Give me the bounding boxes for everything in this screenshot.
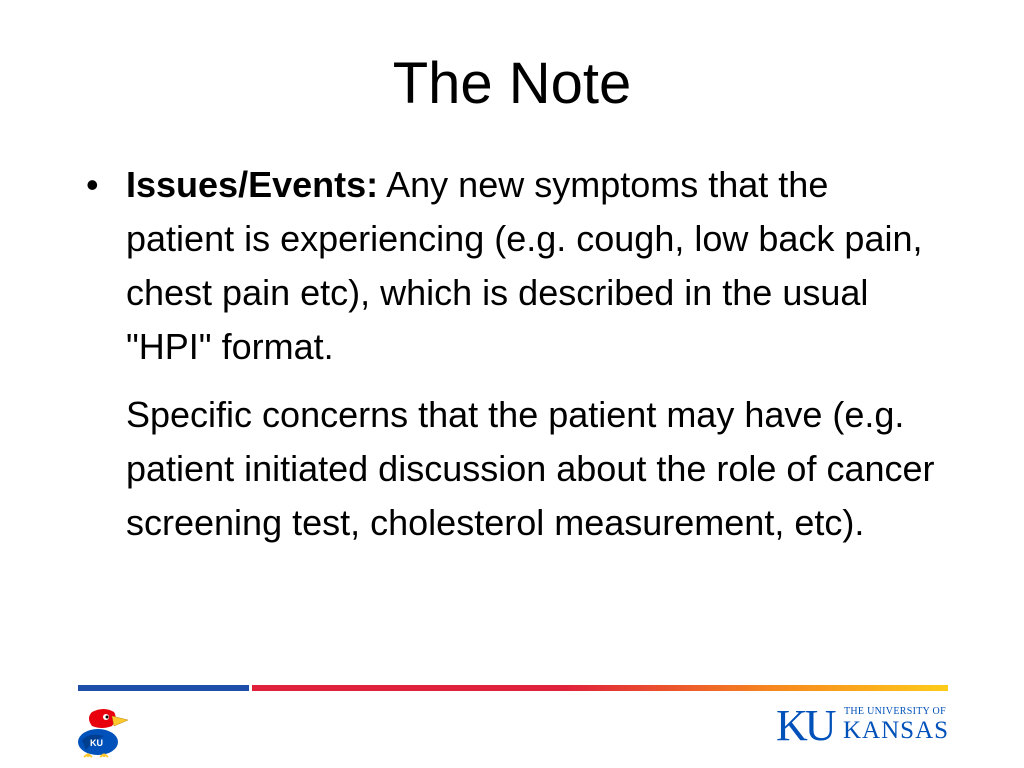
ku-logo-line1: THE UNIVERSITY OF <box>844 706 946 717</box>
jayhawk-beak-shape <box>112 716 128 726</box>
bullet-continuation: Specific concerns that the patient may have (e.g. patient initiated discussion about the role of cancer screening test, cholesterol measurement, etc). <box>126 394 935 543</box>
ku-logo-line2: KANSAS <box>843 717 950 744</box>
jayhawk-chest-text: KU <box>90 738 103 748</box>
bullet-lead-text: Any new symptoms that the patient is experiencing (e.g. cough, low back pain, chest pain etc), which is described in the usual "HPI" format. <box>126 164 923 367</box>
bullet-icon: • <box>86 164 99 205</box>
divider-gradient-segment <box>252 685 948 691</box>
bullet-lead: Issues/Events: <box>126 164 379 205</box>
jayhawk-mascot-icon <box>74 706 130 758</box>
bullet-paragraph <box>126 158 946 374</box>
ku-logo <box>776 703 952 749</box>
bullet-item <box>86 158 946 550</box>
divider-blue-segment <box>78 685 249 691</box>
slide-body <box>86 158 946 550</box>
footer-divider <box>78 685 948 691</box>
jayhawk-eye-pupil <box>106 716 109 719</box>
ku-logo-mark: KU <box>776 701 834 750</box>
jayhawk-head-shape <box>89 709 116 728</box>
slide-title: The Note <box>392 51 632 116</box>
